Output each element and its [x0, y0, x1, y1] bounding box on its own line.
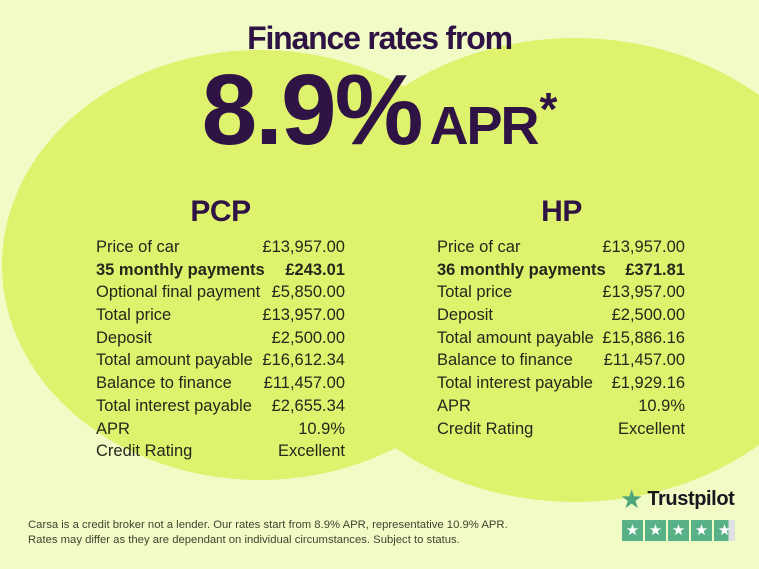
row-label: 36 monthly payments — [437, 260, 606, 279]
row-label: Optional final payment — [96, 283, 261, 302]
hp-table — [437, 236, 685, 440]
trustpilot-logo — [620, 486, 735, 512]
page-title: Finance rates from — [247, 20, 512, 56]
row-label: Deposit — [96, 328, 152, 347]
row-value: £5,850.00 — [271, 283, 345, 302]
row-label: Balance to finance — [437, 351, 573, 370]
row-label: Credit Rating — [437, 419, 534, 438]
row-value: £15,886.16 — [602, 328, 685, 347]
legal-disclaimer — [28, 518, 588, 547]
star-icon: ★ — [691, 520, 712, 541]
table-row — [96, 281, 345, 304]
table-row — [96, 349, 345, 372]
row-value: £16,612.34 — [262, 351, 345, 370]
table-row — [437, 418, 685, 441]
table-row — [437, 372, 685, 395]
row-value: Excellent — [618, 419, 685, 438]
row-label: Total interest payable — [437, 374, 593, 393]
row-label: Total price — [96, 306, 172, 325]
disclaimer-line-1: Carsa is a credit broker not a lender. Our rates start from 8.9% APR, representative 10.9% APR. — [28, 519, 508, 531]
row-value: £11,457.00 — [263, 374, 345, 393]
row-value: 10.9% — [298, 419, 345, 438]
row-label: Total amount payable — [437, 328, 594, 347]
table-row — [437, 281, 685, 304]
row-value: £13,957.00 — [262, 306, 345, 325]
table-row — [437, 327, 685, 350]
table-row — [96, 395, 345, 418]
table-row — [96, 327, 345, 350]
row-label: APR — [96, 419, 130, 438]
row-label: Balance to finance — [96, 374, 232, 393]
row-value: Excellent — [278, 442, 345, 461]
row-value: £2,655.34 — [271, 396, 345, 415]
hp-heading: HP — [541, 195, 582, 228]
table-row — [437, 304, 685, 327]
row-label: Credit Rating — [96, 442, 193, 461]
row-value: £2,500.00 — [611, 306, 685, 325]
table-row — [96, 304, 345, 327]
row-label: Total amount payable — [96, 351, 253, 370]
table-row — [437, 349, 685, 372]
pcp-heading: PCP — [190, 195, 251, 228]
row-value: £243.01 — [285, 260, 345, 279]
rate-value: 8.9% — [201, 54, 422, 166]
table-row — [96, 236, 345, 259]
disclaimer-line-2: Rates may differ as they are dependant on individual circumstances. Subject to status. — [28, 533, 460, 546]
trustpilot-brand-text: Trustpilot — [647, 487, 735, 510]
row-value: £11,457.00 — [603, 351, 685, 370]
row-label: APR — [437, 396, 471, 415]
row-value: £2,500.00 — [271, 328, 345, 347]
table-row — [437, 236, 685, 259]
row-label: Deposit — [437, 306, 493, 325]
star-icon: ★ — [668, 520, 689, 541]
trustpilot-rating-stars — [622, 520, 735, 541]
trustpilot-star-icon: ★ — [620, 484, 644, 514]
row-label: Total price — [437, 283, 513, 302]
headline-rate — [0, 54, 759, 166]
row-value: £371.81 — [625, 260, 685, 279]
table-row — [96, 259, 345, 282]
row-label: Price of car — [437, 238, 521, 256]
row-value: £13,957.00 — [602, 238, 685, 256]
partial-star-icon: ★ — [714, 520, 735, 541]
row-label: Total interest payable — [96, 396, 252, 415]
pcp-table — [96, 236, 345, 463]
row-value: 10.9% — [638, 396, 685, 415]
asterisk: * — [539, 83, 558, 135]
rate-suffix: APR — [429, 96, 538, 156]
table-row — [96, 418, 345, 441]
row-label: 35 monthly payments — [96, 260, 265, 279]
table-row — [437, 259, 685, 282]
table-row — [96, 372, 345, 395]
row-value: £13,957.00 — [602, 283, 685, 302]
table-row — [96, 440, 345, 463]
row-label: Price of car — [96, 238, 180, 256]
trustpilot-badge[interactable] — [620, 486, 735, 541]
table-row — [437, 395, 685, 418]
row-value: £1,929.16 — [611, 374, 685, 393]
row-value: £13,957.00 — [262, 238, 345, 256]
star-icon: ★ — [645, 520, 666, 541]
star-icon: ★ — [622, 520, 643, 541]
